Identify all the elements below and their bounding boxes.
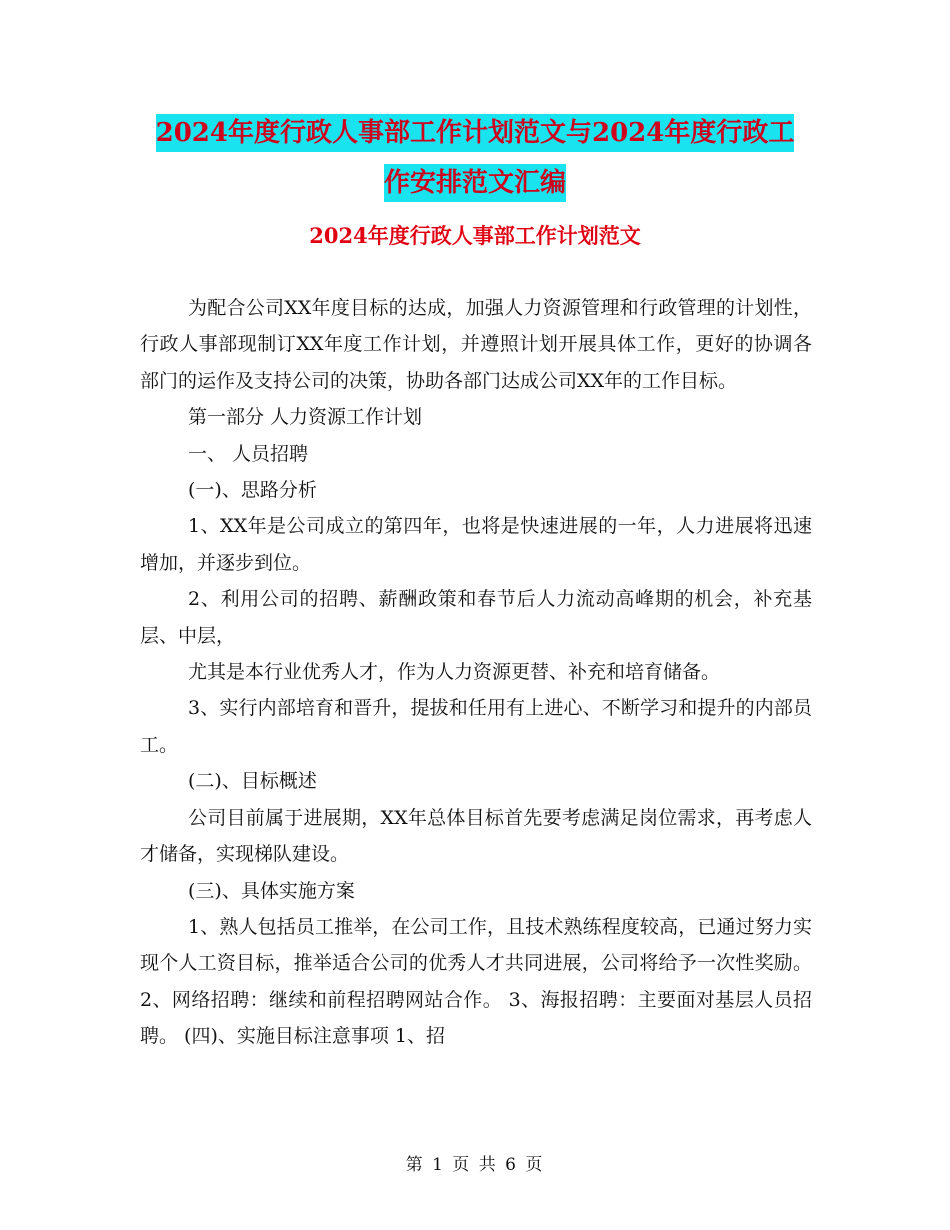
paragraph: 为配合公司XX年度目标的达成，加强人力资源管理和行政管理的计划性，行政人事部现制订XX年度工作计划，并遵照计划开展具体工作，更好的协调各部门的运作及支持公司的决策，协助各部门达成公司XX年的工作目标。	[140, 297, 812, 392]
paragraph: 1、熟人包括员工推举，在公司工作，且技术熟练程度较高，已通过努力实现个人工资目标，推举适合公司的优秀人才共同进展，公司将给予一次性奖励。 2、网络招聘：继续和前程招聘网站合作。 3、海报招聘：主要面对基层人员招聘。 (四)、实施目标注意事项 1、招	[140, 915, 812, 1048]
paragraph: (一)、思路分析	[188, 479, 317, 502]
page-footer: 第 1 页 共 6 页	[405, 1155, 545, 1175]
paragraph: 尤其是本行业优秀人才，作为人力资源更替、补充和培育储备。	[188, 661, 721, 684]
document-title	[140, 108, 810, 208]
section-title: 2024年度行政人事部工作计划范文	[309, 223, 641, 248]
paragraph: 第一部分 人力资源工作计划	[188, 406, 423, 429]
paragraph: 一、 人员招聘	[188, 442, 309, 465]
paragraph: 公司目前属于进展期，XX年总体目标首先要考虑满足岗位需求，再考虑人才储备，实现梯队建设。	[140, 806, 812, 866]
paragraph: 3、实行内部培育和晋升，提拔和任用有上进心、不断学习和提升的内部员工。	[140, 697, 812, 756]
paragraph: (三)、具体实施方案	[188, 879, 355, 902]
title-line-2: 作安排范文汇编	[384, 164, 566, 202]
paragraph: (二)、目标概述	[188, 770, 317, 793]
paragraph: 1、XX年是公司成立的第四年，也将是快速进展的一年，人力进展将迅速增加，并逐步到位。	[140, 515, 812, 574]
paragraph: 2、利用公司的招聘、薪酬政策和春节后人力流动高峰期的机会，补充基层、中层，	[140, 588, 812, 647]
title-line-1: 2024年度行政人事部工作计划范文与2024年度行政工	[156, 114, 795, 152]
document-body	[140, 290, 812, 1055]
